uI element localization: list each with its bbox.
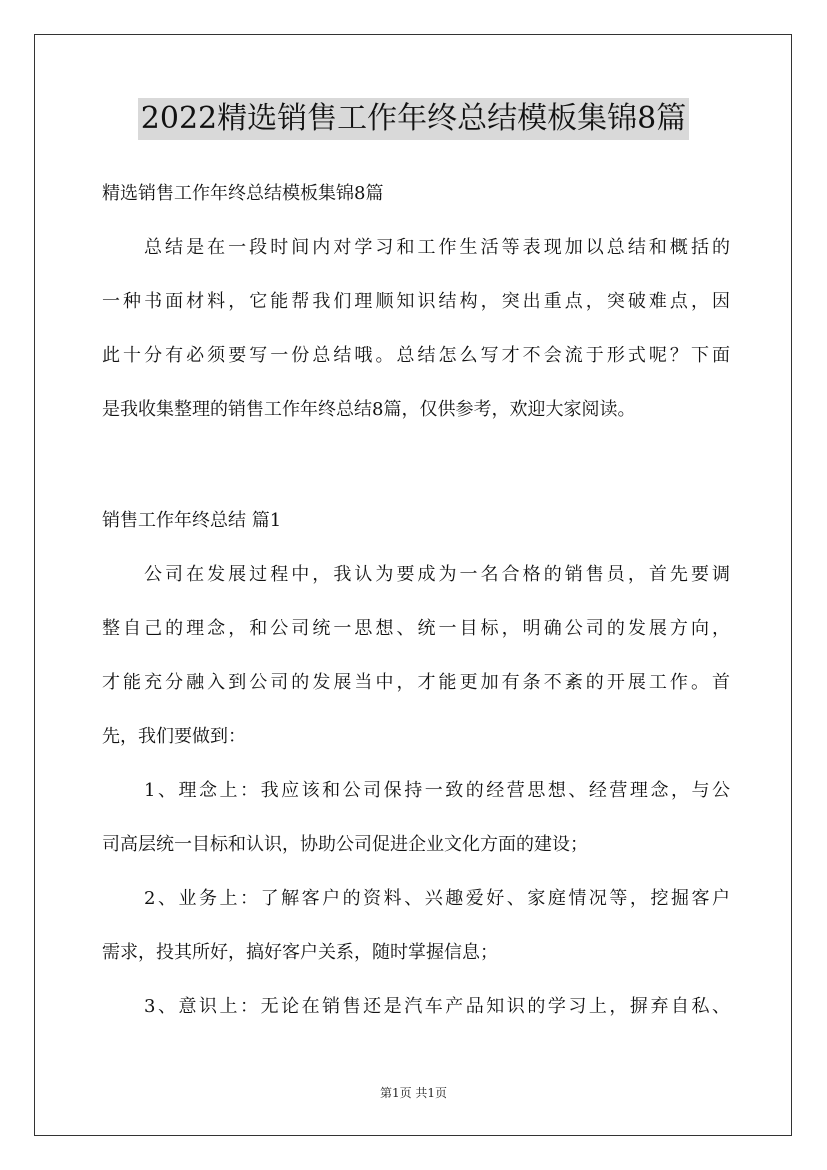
- list-item-2: [102, 885, 730, 966]
- paragraph-line: 公司在发展过程中，我认为要成为一名合格的销售员，首先要调: [144, 564, 730, 585]
- document-title: 2022精选销售工作年终总结模板集锦8篇: [138, 98, 689, 140]
- paragraph-line: 3、意识上：无论在销售还是汽车产品知识的学习上，摒弃自私、: [144, 996, 730, 1017]
- list-item-1: [102, 777, 730, 858]
- page-number-label: 第1页 共1页: [379, 1086, 448, 1100]
- section-heading: 销售工作年终总结 篇1: [102, 510, 282, 531]
- list-item-3: [102, 993, 730, 1020]
- section-paragraph: [102, 561, 730, 750]
- paragraph-line: 一种书面材料，它能帮我们理顺知识结构，突出重点，突破难点，因: [102, 291, 730, 312]
- title-wrapper: [0, 98, 827, 140]
- paragraph-line: 司高层统一目标和认识，协助公司促进企业文化方面的建设；: [102, 834, 588, 855]
- paragraph-line: 需求，投其所好，搞好客户关系，随时掌握信息；: [102, 942, 498, 963]
- intro-paragraph: [102, 234, 730, 423]
- paragraph-line: 才能充分融入到公司的发展当中，才能更加有条不紊的开展工作。首: [102, 672, 730, 693]
- paragraph-line: 整自己的理念，和公司统一思想、统一目标，明确公司的发展方向，: [102, 618, 730, 639]
- paragraph-line: 总结是在一段时间内对学习和工作生活等表现加以总结和概括的: [144, 237, 730, 258]
- document-subtitle: 精选销售工作年终总结模板集锦8篇: [102, 183, 384, 204]
- page-footer: [0, 1084, 827, 1101]
- paragraph-line: 先，我们要做到：: [102, 726, 246, 747]
- paragraph-line: 1、理念上：我应该和公司保持一致的经营思想、经营理念，与公: [144, 780, 730, 801]
- paragraph-line: 是我收集整理的销售工作年终总结8篇，仅供参考，欢迎大家阅读。: [102, 399, 636, 420]
- paragraph-line: 此十分有必须要写一份总结哦。总结怎么写才不会流于形式呢？下面: [102, 345, 730, 366]
- paragraph-line: 2、业务上：了解客户的资料、兴趣爱好、家庭情况等，挖掘客户: [144, 888, 730, 909]
